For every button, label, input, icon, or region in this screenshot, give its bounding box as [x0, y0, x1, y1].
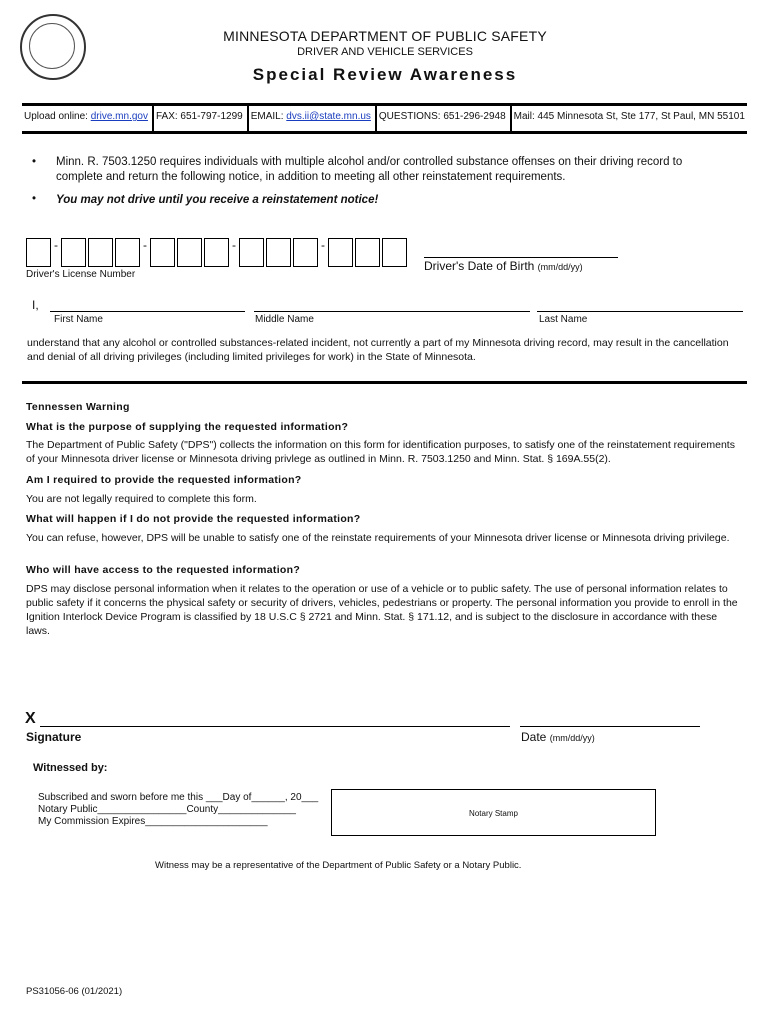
acknowledgement-statement: understand that any alcohol or controlled substances-related incident, not currently a part of my Minnesota driving record, may result in the cancellation and denial of all driving privileges (including limited privileges for work) in the State of Minnesota. — [27, 337, 729, 363]
license-digit-box[interactable] — [204, 238, 229, 267]
divider — [22, 131, 747, 134]
date-label — [521, 730, 595, 744]
bullet-marker: • — [32, 156, 37, 168]
contact-bar — [22, 105, 747, 131]
license-digit-box[interactable] — [382, 238, 407, 267]
bullet-warning: You may not drive until you receive a reinstatement notice! — [56, 194, 379, 206]
first-name-label: First Name — [54, 314, 103, 325]
page-title: Special Review Awareness — [252, 65, 518, 84]
notary-public-line[interactable]: Notary Public________________County______________ — [38, 804, 296, 815]
license-digit-box[interactable] — [328, 238, 353, 267]
date-input-line[interactable] — [520, 726, 700, 727]
license-digit-box[interactable] — [355, 238, 380, 267]
answer-purpose: The Department of Public Safety ("DPS") collects the information on this form for identification purposes, to satisfy one of the reinstatement requirements of your Minnesota driver license or Minnesota driving privlege as outlined in Minn. R. 7503.1250 and Minn. Stat. § 169A.55(2). — [26, 439, 735, 465]
license-digit-box[interactable] — [266, 238, 291, 267]
agency-name: MINNESOTA DEPARTMENT OF PUBLIC SAFETY — [223, 28, 547, 44]
signature-x-mark: X — [25, 710, 36, 727]
email-label: EMAIL: — [250, 111, 287, 122]
fax-cell: FAX: 651-797-1299 — [154, 105, 249, 131]
answer-consequence: You can refuse, however, DPS will be unable to satisfy one of the reinstate requirements of your Minnesota driver license or Minnesota driving privilege. — [26, 532, 730, 544]
license-digit-box[interactable] — [177, 238, 202, 267]
first-name-input-line[interactable] — [50, 311, 245, 312]
license-digit-box[interactable] — [88, 238, 113, 267]
witness-note: Witness may be a representative of the Department of Public Safety or a Notary Public. — [155, 860, 522, 871]
dob-format: (mm/dd/yy) — [537, 262, 583, 272]
upload-label: Upload online: — [24, 111, 91, 122]
email-cell — [249, 105, 377, 131]
license-digit-box[interactable] — [115, 238, 140, 267]
form-number: PS31056-06 (01/2021) — [26, 986, 123, 997]
separator: - — [321, 238, 325, 252]
dob-input-line[interactable] — [424, 257, 618, 258]
sworn-line[interactable]: Subscribed and sworn before me this ___Day of______, 20___ — [38, 792, 319, 803]
tennessen-heading: Tennessen Warning — [26, 401, 130, 413]
notary-stamp-box: Notary Stamp — [331, 789, 656, 836]
separator: - — [232, 238, 236, 252]
question-required: Am I required to provide the requested information? — [26, 474, 302, 486]
middle-name-label: Middle Name — [255, 314, 314, 325]
date-label-text: Date — [521, 730, 547, 744]
dob-label — [424, 259, 583, 273]
license-number-field[interactable] — [26, 238, 409, 268]
signature-input-line[interactable] — [40, 726, 510, 727]
dob-label-text: Driver's Date of Birth — [424, 259, 535, 273]
last-name-input-line[interactable] — [537, 311, 743, 312]
license-digit-box[interactable] — [26, 238, 51, 267]
question-purpose: What is the purpose of supplying the requested information? — [26, 421, 349, 433]
license-number-label: Driver's License Number — [26, 269, 136, 280]
email-link[interactable]: dvs.ii@state.mn.us — [286, 111, 371, 122]
bullet-marker: • — [32, 193, 37, 205]
notary-block — [38, 792, 318, 828]
middle-name-input-line[interactable] — [254, 311, 530, 312]
commission-line[interactable]: My Commission Expires______________________ — [38, 816, 268, 827]
divider — [22, 381, 747, 384]
answer-required: You are not legally required to complete this form. — [26, 493, 257, 505]
question-consequence: What will happen if I do not provide the requested information? — [26, 513, 361, 525]
separator: - — [143, 238, 147, 252]
question-access: Who will have access to the requested information? — [26, 564, 301, 576]
upload-link[interactable]: drive.mn.gov — [90, 111, 148, 122]
mail-cell: Mail: 445 Minnesota St, Ste 177, St Paul, MN 55101 — [513, 111, 745, 122]
questions-cell: QUESTIONS: 651-296-2948 — [377, 105, 512, 131]
license-digit-box[interactable] — [293, 238, 318, 267]
name-prefix: I, — [32, 298, 39, 312]
upload-cell — [22, 105, 154, 131]
separator: - — [54, 238, 58, 252]
license-digit-box[interactable] — [239, 238, 264, 267]
date-format: (mm/dd/yy) — [549, 733, 595, 743]
license-digit-box[interactable] — [61, 238, 86, 267]
signature-label: Signature — [26, 730, 82, 744]
witnessed-heading: Witnessed by: — [33, 762, 108, 774]
last-name-label: Last Name — [539, 314, 588, 325]
license-digit-box[interactable] — [150, 238, 175, 267]
division-name: DRIVER AND VEHICLE SERVICES — [297, 46, 473, 58]
answer-access: DPS may disclose personal information when it relates to the operation or use of a vehicle or to public safety. The use of personal information relates to public safety if it concerns the physical safety or security of drivers, vehicles, pedestrians or property. The personal information you provide to enroll in the Ignition Interlock Device Program is classified by 18 U.S.C § 2721 and Minn. Stat. § 171.12, and is subject to the disclosure in accordance with these laws. — [26, 583, 738, 637]
bullet-requirement: Minn. R. 7503.1250 requires individuals with multiple alcohol and/or controlled substance offenses on their driving record to complete and return the following notice, in addition to meeting all other reinstatement requirements. — [56, 156, 683, 183]
